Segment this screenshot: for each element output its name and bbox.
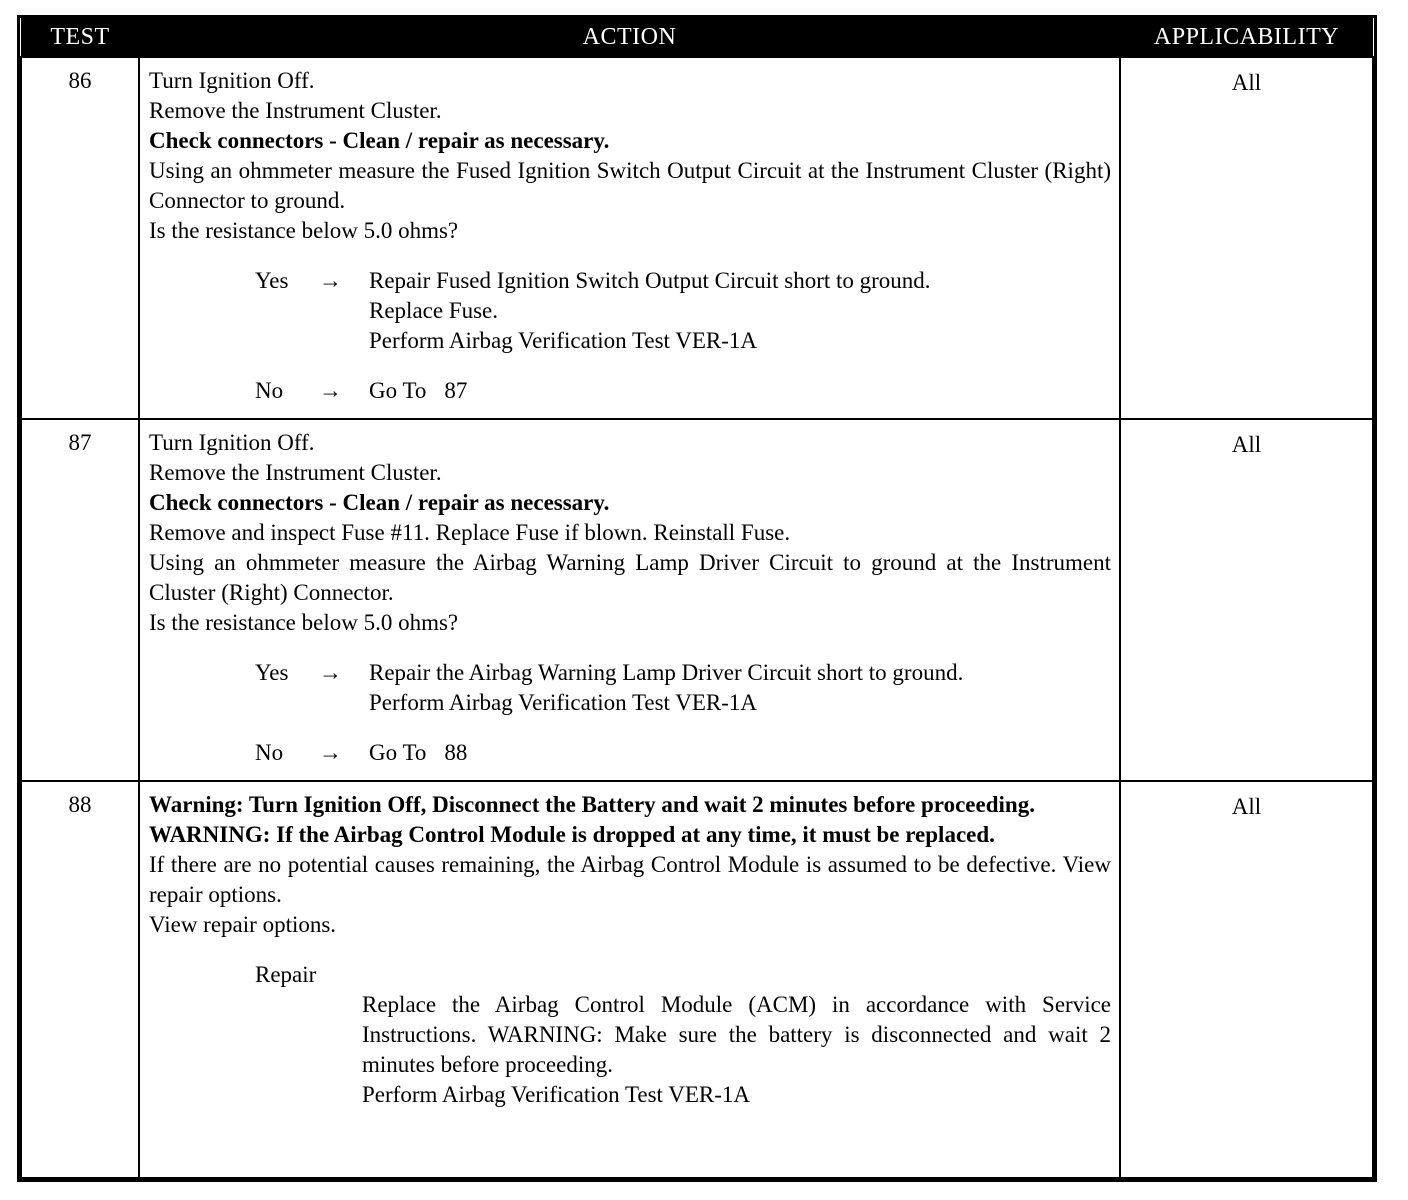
applicability-value: All [1120, 781, 1373, 1178]
action-line: Remove and inspect Fuse #11. Replace Fuse if blown. Reinstall Fuse. [149, 520, 791, 545]
arrow-right-icon: → [319, 660, 342, 685]
repair-line: Replace the Airbag Control Module (ACM) in accordance with Service Instructions. WARNING: Make sure the battery is disconnected and wait 2 minutes before proceeding. [362, 992, 1111, 1077]
header-applicability: APPLICABILITY [1120, 18, 1373, 57]
action-line: Using an ohmmeter measure the Fused Ignition Switch Output Circuit at the Instrument Cluster (Right) Connector to ground. [149, 158, 1111, 213]
header-test: TEST [21, 18, 139, 57]
table-row-86 [21, 57, 1373, 419]
goto-target: 88 [444, 740, 468, 765]
yes-line: Repair the Airbag Warning Lamp Driver Circuit short to ground. [369, 660, 964, 685]
repair-label: Repair [255, 962, 317, 987]
action-line-bold: WARNING: If the Airbag Control Module is dropped at any time, it must be replaced. [149, 822, 995, 847]
arrow-right-icon: → [319, 268, 342, 293]
action-line: Is the resistance below 5.0 ohms? [149, 218, 459, 243]
action-cell [139, 419, 1120, 781]
no-response [255, 738, 1111, 768]
repair-line: Perform Airbag Verification Test VER-1A [362, 1082, 751, 1107]
goto-target: 87 [444, 378, 468, 403]
action-line: Turn Ignition Off. [149, 430, 315, 455]
action-line: Remove the Instrument Cluster. [149, 460, 442, 485]
arrow-right-icon: → [319, 740, 342, 765]
table-row-87 [21, 419, 1373, 781]
action-line: Is the resistance below 5.0 ohms? [149, 610, 459, 635]
diagnostic-table-page [17, 15, 1377, 1182]
test-number: 88 [21, 781, 139, 1178]
test-number: 87 [21, 419, 139, 781]
action-line-bold: Warning: Turn Ignition Off, Disconnect the Battery and wait 2 minutes before proceeding. [149, 792, 1035, 817]
action-line: Turn Ignition Off. [149, 68, 315, 93]
action-cell [139, 781, 1120, 1178]
yes-response [255, 658, 1111, 718]
action-line: If there are no potential causes remaining, the Airbag Control Module is assumed to be defective. View repair options. [149, 852, 1111, 907]
yes-line: Replace Fuse. [369, 298, 499, 323]
yes-line: Repair Fused Ignition Switch Output Circuit short to ground. [369, 268, 931, 293]
action-cell [139, 57, 1120, 419]
no-label: No [255, 740, 284, 765]
table-row-88 [21, 781, 1373, 1178]
action-line-bold: Check connectors - Clean / repair as necessary. [149, 128, 610, 153]
action-line: Remove the Instrument Cluster. [149, 98, 442, 123]
table-header-row [21, 18, 1373, 57]
no-response [255, 376, 1111, 406]
test-number: 86 [21, 57, 139, 419]
yes-label: Yes [255, 660, 289, 685]
action-line: Using an ohmmeter measure the Airbag Warning Lamp Driver Circuit to ground at the Instrument Cluster (Right) Connector. [149, 550, 1111, 605]
applicability-value: All [1120, 57, 1373, 419]
diagnostic-test-table [20, 18, 1374, 1179]
yes-line: Perform Airbag Verification Test VER-1A [369, 690, 758, 715]
yes-label: Yes [255, 268, 289, 293]
header-action: ACTION [139, 18, 1120, 57]
goto-label: Go To [369, 378, 427, 403]
action-line: View repair options. [149, 912, 337, 937]
yes-response [255, 266, 1111, 356]
yes-line: Perform Airbag Verification Test VER-1A [369, 328, 758, 353]
applicability-value: All [1120, 419, 1373, 781]
arrow-right-icon: → [319, 378, 342, 403]
goto-label: Go To [369, 740, 427, 765]
action-line-bold: Check connectors - Clean / repair as necessary. [149, 490, 610, 515]
no-label: No [255, 378, 284, 403]
